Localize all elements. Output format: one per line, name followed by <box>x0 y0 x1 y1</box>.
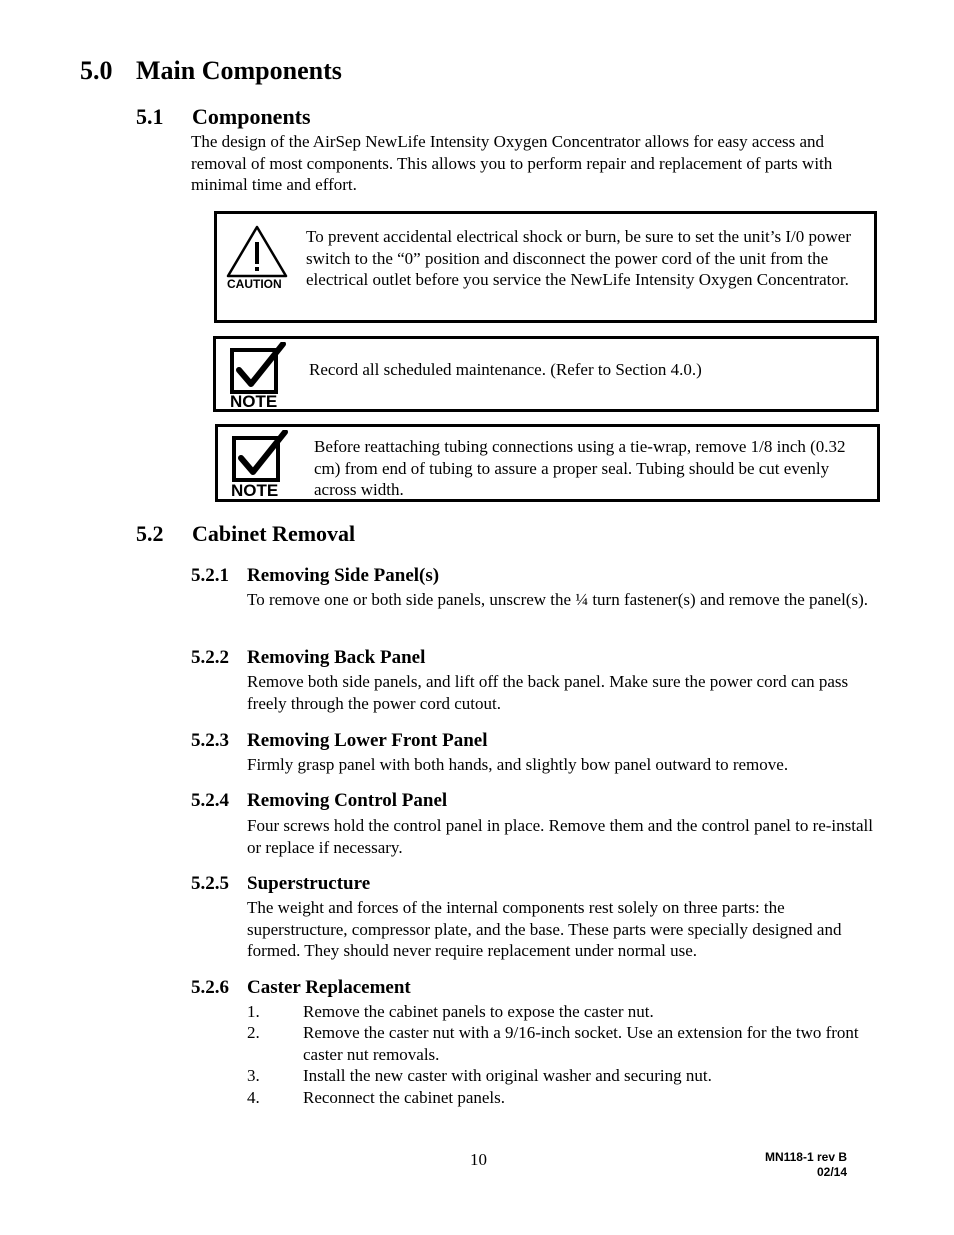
section-title: Cabinet Removal <box>192 521 356 546</box>
note-text: Record all scheduled maintenance. (Refer to Section 4.0.) <box>309 360 702 379</box>
page-title <box>80 56 342 86</box>
subsection-number: 5.2.2 <box>191 647 229 668</box>
subsection-title: Removing Side Panel(s) <box>247 565 440 586</box>
subsection-body: Firmly grasp panel with both hands, and slightly bow panel outward to remove. <box>247 755 789 774</box>
doc-date: 02/14 <box>816 1165 847 1179</box>
section-title: Components <box>192 104 311 129</box>
caution-text: To prevent accidental electrical shock or burn, be sure to set the unit’s I/0 power switch to the “0” position and disconnect the power cord of the unit from the electrical outlet before you service the NewLife Intensity Oxygen Concentrator. <box>306 227 851 289</box>
note-box <box>213 336 879 412</box>
subsection-heading <box>191 790 447 812</box>
list-item-number: 3. <box>247 1066 260 1085</box>
note-label: NOTE <box>231 481 279 500</box>
caution-label: CAUTION <box>227 277 282 291</box>
list-item-text: Remove the caster nut with a 9/16-inch socket. Use an extension for the two front caster nut removals. <box>303 1023 859 1064</box>
subsection-number: 5.2.3 <box>191 730 229 751</box>
doc-id: MN118-1 rev B <box>764 1150 847 1164</box>
checkbox-check-icon <box>231 430 291 484</box>
subsection-title: Removing Control Panel <box>247 790 448 811</box>
subsection-body: Remove both side panels, and lift off the back panel. Make sure the power cord can pass freely through the power cord cutout. <box>247 672 849 713</box>
note-text: Before reattaching tubing connections using a tie-wrap, remove 1/8 inch (0.32 cm) from end of tubing to assure a proper seal. Tubing should be cut evenly across width. <box>314 437 846 499</box>
subsection-title: Removing Lower Front Panel <box>247 730 488 751</box>
subsection-number: 5.2.1 <box>191 565 229 586</box>
subsection-number: 5.2.6 <box>191 977 229 998</box>
subsection-number: 5.2.5 <box>191 873 229 894</box>
note-label: NOTE <box>230 392 278 411</box>
section-title: Main Components <box>136 56 342 85</box>
list-item-text: Remove the cabinet panels to expose the caster nut. <box>303 1002 654 1021</box>
section-heading-5-2 <box>136 521 355 547</box>
section-body: The design of the AirSep NewLife Intensity Oxygen Concentrator allows for easy access and removal of most components. This allows you to perform repair and replacement of parts with minimal time and effort. <box>191 132 833 194</box>
subsection-number: 5.2.4 <box>191 790 229 811</box>
page-number: 10 <box>470 1150 487 1169</box>
subsection-title: Superstructure <box>247 873 371 894</box>
subsection-heading <box>191 647 425 669</box>
document-revision <box>765 1150 847 1180</box>
subsection-heading <box>191 730 487 752</box>
subsection-heading <box>191 977 411 999</box>
list-item-number: 4. <box>247 1088 260 1107</box>
section-number: 5.2 <box>136 521 164 546</box>
subsection-body: To remove one or both side panels, unscrew the ¼ turn fastener(s) and remove the panel(s). <box>247 590 868 609</box>
list-item-number: 2. <box>247 1023 260 1042</box>
section-heading-5-1 <box>136 104 311 130</box>
subsection-heading <box>191 873 370 895</box>
section-number: 5.1 <box>136 104 164 129</box>
subsection-heading <box>191 565 439 587</box>
checkbox-check-icon <box>229 342 289 396</box>
list-item-text: Reconnect the cabinet panels. <box>303 1088 506 1107</box>
caution-box <box>214 211 877 323</box>
section-number: 5.0 <box>80 56 113 85</box>
subsection-title: Removing Back Panel <box>247 647 426 668</box>
subsection-title: Caster Replacement <box>247 977 411 998</box>
note-box <box>215 424 880 502</box>
subsection-body: The weight and forces of the internal components rest solely on three parts: the superstructure, compressor plate, and the base. These parts were specially designed and formed. They should never require replacement under normal use. <box>247 898 842 960</box>
list-item-number: 1. <box>247 1002 260 1021</box>
list-item-text: Install the new caster with original washer and securing nut. <box>303 1066 712 1085</box>
subsection-body: Four screws hold the control panel in place. Remove them and the control panel to re-install or replace if necessary. <box>247 816 873 857</box>
